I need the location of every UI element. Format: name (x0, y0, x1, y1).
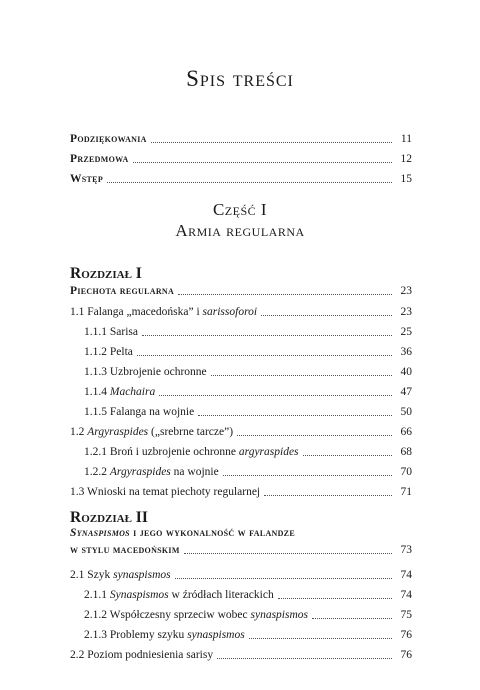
toc-entry-przedmowa[interactable] (70, 150, 412, 166)
entry-page: 23 (400, 306, 412, 318)
entry-page: 75 (400, 609, 412, 621)
leader-dots (184, 552, 392, 554)
toc-entry[interactable] (84, 323, 412, 339)
leader-dots (261, 314, 392, 316)
entry-label: 1.1 Falanga „macedońska” i sarissoforoi (70, 306, 258, 318)
entry-page: 74 (400, 569, 412, 581)
leader-dots (137, 354, 392, 356)
chapter-heading: Rozdział II (70, 509, 148, 526)
toc-entry[interactable] (70, 303, 412, 319)
chapter-title-line: Synaspismos i jego wykonalność w falandze (70, 527, 295, 539)
entry-page: 25 (400, 326, 412, 338)
entry-label: Przedmowa (70, 153, 129, 165)
leader-dots (175, 577, 392, 579)
toc-entry[interactable] (70, 566, 412, 582)
part-title: Armia regularna (175, 221, 305, 240)
entry-label: 1.1.3 Uzbrojenie ochronne (84, 366, 207, 378)
toc-entry-chapter-title[interactable] (70, 541, 412, 557)
entry-page: 70 (400, 466, 412, 478)
toc-entry[interactable] (84, 443, 412, 459)
entry-page: 47 (400, 386, 412, 398)
toc-entry-chapter-title[interactable] (70, 282, 412, 298)
entry-page: 40 (400, 366, 412, 378)
entry-page: 71 (400, 486, 412, 498)
entry-label: 1.1.1 Sarisa (84, 326, 138, 338)
entry-label: 2.1.3 Problemy szyku synaspismos (84, 629, 245, 641)
leader-dots (312, 617, 392, 619)
leader-dots (198, 414, 392, 416)
leader-dots (107, 181, 392, 183)
entry-page: 74 (400, 589, 412, 601)
leader-dots (151, 141, 392, 143)
entry-page: 23 (400, 285, 412, 297)
leader-dots (217, 657, 392, 659)
entry-label: 1.3 Wnioski na temat piechoty regularnej (70, 486, 261, 498)
entry-page: 76 (400, 649, 412, 661)
leader-dots (249, 637, 392, 639)
entry-page: 50 (400, 406, 412, 418)
chapter-heading: Rozdział I (70, 265, 142, 282)
entry-page: 15 (400, 173, 412, 185)
leader-dots (264, 494, 392, 496)
leader-dots (223, 474, 392, 476)
toc-entry[interactable] (84, 626, 412, 642)
entry-label: 1.1.5 Falanga na wojnie (84, 406, 195, 418)
entry-label: Wstęp (70, 173, 104, 185)
leader-dots (159, 394, 392, 396)
leader-dots (278, 597, 392, 599)
leader-dots (303, 454, 392, 456)
entry-label: 2.2 Poziom podniesienia sarisy (70, 649, 214, 661)
leader-dots (142, 334, 392, 336)
entry-label: Piechota regularna (70, 285, 175, 297)
entry-page: 66 (400, 426, 412, 438)
toc-entry[interactable] (70, 483, 412, 499)
toc-entry[interactable] (84, 463, 412, 479)
toc-entry[interactable] (84, 363, 412, 379)
toc-entry[interactable] (70, 423, 412, 439)
entry-page: 73 (400, 544, 412, 556)
entry-page: 68 (400, 446, 412, 458)
entry-label: 1.1.4 Machaira (84, 386, 156, 398)
toc-entry-podziekowania[interactable] (70, 130, 412, 146)
entry-page: 36 (400, 346, 412, 358)
entry-label: Podziękowania (70, 133, 147, 145)
entry-label: 2.1 Szyk synaspismos (70, 569, 171, 581)
entry-page: 12 (400, 153, 412, 165)
entry-label: 1.2.2 Argyraspides na wojnie (84, 466, 219, 478)
entry-label: 1.2.1 Broń i uzbrojenie ochronne argyraspides (84, 446, 299, 458)
toc-entry-wstep[interactable] (70, 170, 412, 186)
entry-label: 1.1.2 Pelta (84, 346, 133, 358)
page-title: Spis treści (186, 66, 294, 91)
toc-entry[interactable] (84, 606, 412, 622)
leader-dots (211, 374, 392, 376)
entry-label: w stylu macedońskim (70, 544, 180, 556)
toc-entry[interactable] (84, 403, 412, 419)
part-number: Część I (212, 200, 268, 219)
entry-label: 2.1.2 Współczesny sprzeciw wobec synaspismos (84, 609, 309, 621)
entry-label: 1.2 Argyraspides („srebrne tarcze”) (70, 426, 234, 438)
entry-label: 2.1.1 Synaspismos w źródłach literackich (84, 589, 274, 601)
entry-page: 11 (400, 133, 412, 145)
toc-entry[interactable] (84, 343, 412, 359)
toc-entry[interactable] (84, 586, 412, 602)
entry-page: 76 (400, 629, 412, 641)
leader-dots (178, 293, 392, 295)
toc-entry[interactable] (70, 646, 412, 662)
toc-entry[interactable] (84, 383, 412, 399)
leader-dots (133, 161, 392, 163)
leader-dots (237, 434, 392, 436)
